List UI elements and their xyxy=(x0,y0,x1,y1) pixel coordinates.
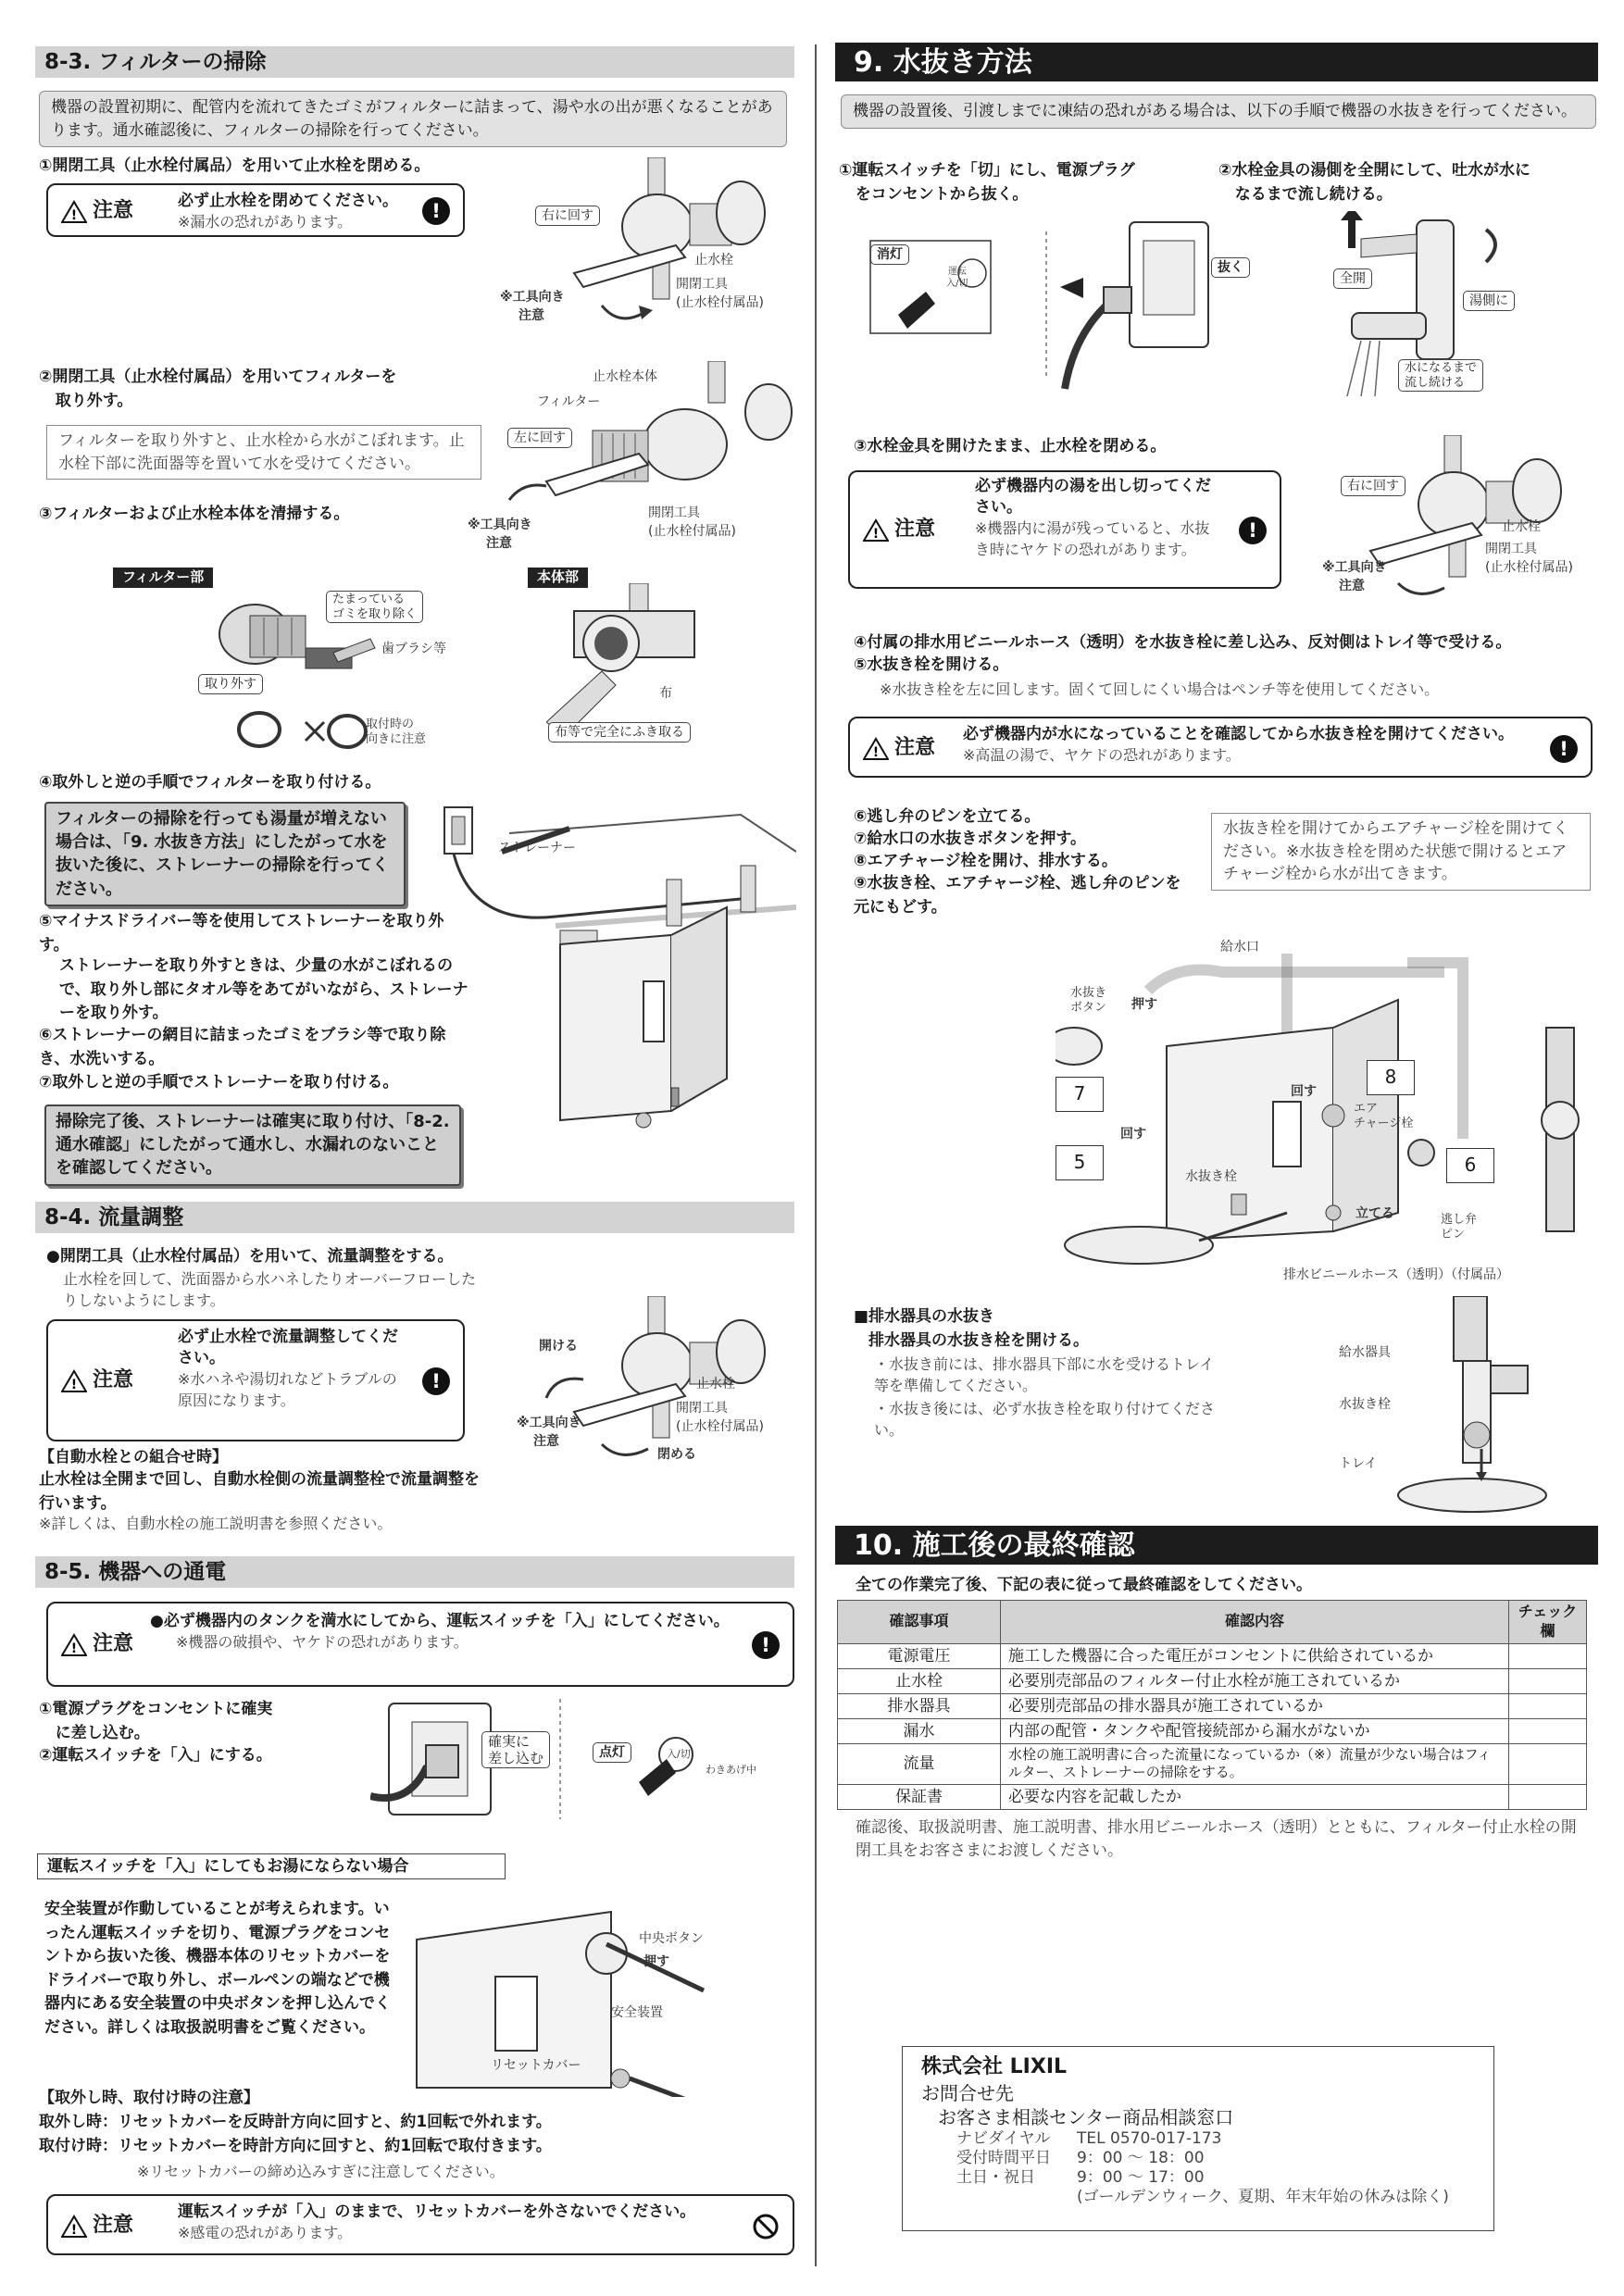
drain-step-8: ⑧エアチャージ栓を開け、排水する。 xyxy=(854,852,1118,870)
label-close: 閉める xyxy=(657,1447,696,1462)
caution-box-hot xyxy=(848,470,1281,589)
drain-procedure-figure xyxy=(1056,935,1602,1287)
label-tool-caution-3: 注意 xyxy=(533,1434,559,1449)
label-turn-left: 左に回す xyxy=(507,428,572,448)
caution-box-reset xyxy=(46,2194,794,2255)
contact-box xyxy=(902,2046,1494,2231)
label-center-button: 中央ボタン xyxy=(639,1931,704,1946)
caution-box-flow xyxy=(46,1319,465,1441)
no-hot-water-text: 安全装置が作動していることが考えられます。いったん運転スイッチを切り、電源プラグをコンセントから抜いた後、機器本体のリセットカバーをドライバーで取り外し、ボールペンの端などで機器内にある安全装置の中央ボタンを押し込んでください。詳しくは取扱説明書をご覧ください。 xyxy=(44,1900,391,2037)
warning-triangle-icon xyxy=(61,1369,87,1392)
table-row xyxy=(838,1718,1587,1743)
caution-label: ! 注意 xyxy=(61,2213,133,2240)
table-row xyxy=(838,1693,1587,1718)
label-turn-2: 回す xyxy=(1120,1127,1146,1142)
label-heating: わきあげ中 xyxy=(706,1764,756,1776)
exclamation-icon: ! xyxy=(422,197,450,225)
figure-number-6: 6 xyxy=(1446,1148,1494,1183)
check-cell[interactable] xyxy=(1509,1693,1587,1718)
caution-text: 運転スイッチが「入」のままで、リセットカバーを外さないでください。 xyxy=(178,2202,696,2221)
drain-fixture-step: 排水器具の水抜き栓を開ける。 xyxy=(868,1331,1089,1350)
step-8-3-7: ⑦取外しと逆の手順でストレーナーを取り付ける。 xyxy=(39,1073,399,1092)
auto-faucet-note: ※詳しくは、自動水栓の施工説明書を参照ください。 xyxy=(39,1515,393,1532)
label-tool-direction-3: ※工具向き xyxy=(517,1416,581,1430)
figure-number-7: 7 xyxy=(1056,1077,1104,1112)
label-insert-securely: 確実に 差し込む xyxy=(481,1731,550,1768)
label-supply-fixture: 給水器具 xyxy=(1339,1345,1391,1360)
label-air-charge: エア チャージ栓 xyxy=(1354,1102,1414,1130)
label-reset-cover: リセットカバー xyxy=(491,2058,581,2073)
label-take-out: 取り外す xyxy=(198,674,263,694)
drain-fixture-note-2: ・水抜き後には、必ず水抜き栓を取り付けてください。 xyxy=(874,1400,1216,1440)
table-row xyxy=(838,1784,1587,1809)
table-cell: 保証書 xyxy=(838,1784,1001,1809)
weekend-label: 土日・祝日 xyxy=(956,2168,1035,2188)
company-name: 株式会社 LIXIL xyxy=(921,2055,1068,2078)
cleaning-complete-box: 掃除完了後、ストレーナーは確実に取り付け、「8-2. 通水確認」にしたがって通水し、水漏れのないことを確認してください。 xyxy=(44,1104,461,1186)
drain-step-5: ⑤水抜き栓を開ける。 xyxy=(854,655,1009,674)
section-8-3-intro: 機器の設置初期に、配管内を流れてきたゴミがフィルターに詰まって、湯や水の出が悪くなることがあります。通水確認後に、フィルターの掃除を行ってください。 xyxy=(39,91,787,147)
reset-cover-figure xyxy=(398,1893,787,2097)
label-raise: 立てる xyxy=(1355,1206,1394,1221)
caution-label: ! 注意 xyxy=(61,1367,133,1394)
table-header-row xyxy=(838,1601,1587,1644)
caution-subtext: ※機器内に湯が残っていると、水抜き時にヤケドの恐れがあります。 xyxy=(975,518,1210,558)
stop-valve-figure-2 xyxy=(1315,435,1593,602)
check-cell[interactable] xyxy=(1509,1668,1587,1693)
caution-label: ! 注意 xyxy=(863,517,935,543)
label-tray: トレイ xyxy=(1339,1456,1378,1471)
power-step-1: ①電源プラグをコンセントに確実 に差し込む。 xyxy=(39,1700,273,1742)
caution-box-drain xyxy=(848,717,1593,778)
contact-heading: お問合せ先 xyxy=(921,2081,1014,2104)
drain-step-6: ⑥逃し弁のピンを立てる。 xyxy=(854,807,1041,826)
label-lit: 点灯 xyxy=(593,1742,631,1763)
caution-text: ●必ず機器内のタンクを満水にしてから、運転スイッチを「入」にしてください。 xyxy=(150,1612,730,1630)
reset-removal-heading: 【取外し時、取付け時の注意】 xyxy=(39,2089,259,2107)
auto-faucet-heading: 【自動水栓との組合せ時】 xyxy=(39,1448,228,1466)
table-row xyxy=(838,1743,1587,1784)
drain-step-4: ④付属の排水用ビニールホース（透明）を水抜き栓に差し込み、反対側はトレイ等で受ける。 xyxy=(854,633,1512,652)
table-cell: 必要別売部品の排水器具が施工されているか xyxy=(1001,1693,1509,1718)
step-8-3-6: ⑥ストレーナーの網目に詰まったゴミをブラシ等で取り除き、水洗いする。 xyxy=(39,1026,446,1068)
exclamation-icon: ! xyxy=(422,1367,450,1395)
exclamation-icon: ! xyxy=(1550,735,1578,763)
air-charge-note: 水抜き栓を開けてからエアチャージ栓を開けてください。※水抜き栓を閉めた状態で開けるとエアチャージ栓から水が出てきます。 xyxy=(1211,813,1591,891)
valve-body-cleaning-figure xyxy=(546,583,731,741)
label-press-2: 押す xyxy=(1131,997,1157,1012)
label-safety-device: 安全装置 xyxy=(611,2005,663,2020)
label-open: 開ける xyxy=(539,1339,578,1354)
caution-subtext: ※機器の破損や、ヤケドの恐れがあります。 xyxy=(176,1632,468,1651)
flow-adjust-step: ●開閉工具（止水栓付属品）を用いて、流量調整をする。 xyxy=(46,1247,454,1266)
table-cell: 必要な内容を記載したか xyxy=(1001,1784,1509,1809)
section-10-title: 10. 施工後の最終確認 xyxy=(835,1526,1598,1565)
drain-step-1: ①運転スイッチを「切」にし、電源プラグ をコンセントから抜く。 xyxy=(839,161,1135,204)
label-off: 消灯 xyxy=(870,244,909,265)
label-press: 押す xyxy=(643,1954,669,1969)
figure-number-8: 8 xyxy=(1367,1060,1415,1095)
table-cell: 止水栓 xyxy=(838,1668,1001,1693)
section-9-title: 9. 水抜き方法 xyxy=(835,43,1598,81)
caution-label: ! 注意 xyxy=(863,735,935,762)
caution-text: 必ず機器内が水になっていることを確認してから水抜き栓を開けてください。 xyxy=(963,725,1514,743)
drain-step-3: ③水栓金具を開けたまま、止水栓を閉める。 xyxy=(854,437,1167,455)
section-10-intro: 全ての作業完了後、下記の表に従って最終確認をしてください。 xyxy=(856,1576,1312,1594)
exclamation-icon: ! xyxy=(1239,517,1267,544)
label-tool-3: 開閉工具 xyxy=(676,1401,728,1416)
warning-triangle-icon xyxy=(61,1633,87,1656)
label-tool-direction-4: ※工具向き xyxy=(1322,560,1387,575)
label-toothbrush: 歯ブラシ等 xyxy=(381,642,446,656)
column-divider xyxy=(815,44,817,2266)
weekend-hours: 9：00 〜 17：00 xyxy=(1077,2168,1205,2188)
caution-box xyxy=(46,183,465,237)
prohibited-icon xyxy=(752,2213,780,2240)
drain-step-9: ⑨水抜き栓、エアチャージ栓、逃し弁のピンを元にもどす。 xyxy=(854,874,1181,917)
label-filter: フィルター xyxy=(537,394,601,409)
caution-label: ! 注意 xyxy=(61,198,133,225)
step-8-3-5: ⑤マイナスドライバー等を使用してストレーナーを取り外す。 xyxy=(39,912,444,955)
warning-triangle-icon xyxy=(61,2215,87,2238)
step-8-3-3: ③フィルターおよび止水栓本体を清掃する。 xyxy=(39,505,350,523)
holiday-note: (ゴールデンウィーク、夏期、年末年始の休みは除く) xyxy=(1077,2188,1449,2207)
caution-text: 必ず機器内の湯を出し切ってください。 xyxy=(975,477,1211,517)
check-cell[interactable] xyxy=(1509,1784,1587,1809)
column-header: 確認事項 xyxy=(838,1601,1001,1644)
label-tool-direction-2: ※工具向き xyxy=(468,518,532,532)
label-operation: 運転 xyxy=(948,267,967,277)
caution-subtext: ※感電の恐れがあります。 xyxy=(178,2223,353,2241)
contact-center: お客さま相談センター商品相談窓口 xyxy=(938,2105,1234,2128)
section-8-4-title: 8-4. 流量調整 xyxy=(35,1202,794,1233)
check-cell[interactable] xyxy=(1509,1718,1587,1743)
section-10-outro: 確認後、取扱説明書、施工説明書、排水用ビニールホース（透明）とともに、フィルター付止水栓の開閉工具をお客さまにお渡しください。 xyxy=(856,1818,1577,1860)
label-filter-part: フィルター部 xyxy=(113,568,213,588)
label-turn-1: 回す xyxy=(1291,1084,1317,1099)
drain-step-5-note: ※水抜き栓を左に回します。固くて回しにくい場合はペンチ等を使用してください。 xyxy=(880,680,1440,698)
drain-fixture-heading: ■排水器具の水抜き xyxy=(854,1307,995,1326)
drain-step-2: ②水栓金具の湯側を全開にして、吐水が水に なるまで流し続ける。 xyxy=(1218,161,1531,204)
table-cell: 電源電圧 xyxy=(838,1643,1001,1668)
label-remove-dirt: たまっている ゴミを取り除く xyxy=(326,591,423,623)
label-tool-accessory: (止水栓付属品) xyxy=(676,295,764,310)
label-drain-plug: 水抜き栓 xyxy=(1185,1169,1237,1184)
drain-step-7: ⑦給水口の水抜きボタンを押す。 xyxy=(854,830,1087,848)
label-switch: 入/切 xyxy=(667,1748,691,1760)
table-cell: 漏水 xyxy=(838,1718,1001,1743)
weekday-label: 受付時間平日 xyxy=(956,2148,1051,2167)
caution-text: 必ず止水栓で流量調整してください。 xyxy=(178,1328,398,1367)
label-tool-accessory-3: (止水栓付属品) xyxy=(676,1419,764,1434)
table-row xyxy=(838,1668,1587,1693)
check-cell[interactable] xyxy=(1509,1743,1587,1784)
label-turn-right: 右に回す xyxy=(535,206,600,226)
table-cell: 施工した機器に合った電圧がコンセントに供給されているか xyxy=(1001,1643,1509,1668)
table-cell: 水栓の施工説明書に合った流量になっているか（※）流量が少ない場合はフィルター、ストレーナーの掃除をする。 xyxy=(1001,1743,1509,1784)
filter-figure xyxy=(491,361,796,537)
caution-subtext: ※水ハネや湯切れなどトラブルの原因になります。 xyxy=(178,1369,397,1409)
label-water-inlet: 給水口 xyxy=(1220,940,1259,955)
step-8-3-2: ②開閉工具（止水栓付属品）を用いてフィルターを 取り外す。 xyxy=(39,368,397,410)
figure-number-5: 5 xyxy=(1056,1145,1104,1180)
label-tool-accessory-4: (止水栓付属品) xyxy=(1485,560,1573,575)
label-tool-direction: ※工具向き xyxy=(500,290,565,305)
svg-text:!: ! xyxy=(70,1377,78,1392)
label-tool-caution-2: 注意 xyxy=(486,536,512,551)
column-header: チェック欄 xyxy=(1509,1601,1587,1644)
svg-text:!: ! xyxy=(70,1641,78,1656)
label-drain-plug-2: 水抜き栓 xyxy=(1339,1397,1391,1412)
label-relief-valve-pin: 逃し弁 ピン xyxy=(1441,1213,1478,1242)
column-header: 確認内容 xyxy=(1001,1601,1509,1644)
label-valve-body: 止水栓本体 xyxy=(593,369,657,384)
label-stop-valve-2: 止水栓 xyxy=(1502,519,1541,534)
power-plug-figure xyxy=(370,1694,796,1824)
no-hot-water-heading: 運転スイッチを「入」にしてもお湯にならない場合 xyxy=(37,1853,506,1879)
svg-text:!: ! xyxy=(872,526,880,542)
exclamation-icon: ! xyxy=(752,1631,780,1659)
warning-triangle-icon xyxy=(61,200,87,223)
label-body-part: 本体部 xyxy=(528,568,588,588)
final-check-table xyxy=(837,1600,1587,1810)
section-8-5-title: 8-5. 機器への通電 xyxy=(35,1556,794,1588)
caution-box-power xyxy=(46,1602,794,1687)
auto-faucet-text: 止水栓は全開まで回し、自動水栓側の流量調整栓で流量調整を行います。 xyxy=(39,1470,480,1513)
table-cell: 排水器具 xyxy=(838,1693,1001,1718)
step-8-3-5-detail: ストレーナーを取り外すときは、少量の水がこぼれるので、取り外し部にタオル等をあてがいながら、ストレーナーを取り外す。 xyxy=(59,956,468,1022)
table-cell: 必要別売部品のフィルター付止水栓が施工されているか xyxy=(1001,1668,1509,1693)
section-8-3-title: 8-3. フィルターの掃除 xyxy=(35,46,794,78)
label-tool-accessory-2: (止水栓付属品) xyxy=(648,524,736,539)
label-switch-2: 入/切 xyxy=(946,279,968,289)
unplug-figure xyxy=(861,213,1213,398)
label-pull-out: 抜く xyxy=(1211,257,1250,278)
navi-dial-label: ナビダイヤル xyxy=(956,2128,1051,2148)
label-tool-4: 開閉工具 xyxy=(1485,542,1537,556)
label-tool-caution: 注意 xyxy=(518,308,544,323)
label-tool-caution-4: 注意 xyxy=(1339,579,1365,593)
table-cell: 流量 xyxy=(838,1743,1001,1784)
svg-text:!: ! xyxy=(872,744,880,760)
label-stop-valve-3: 止水栓 xyxy=(696,1377,735,1391)
reset-removal-1: 取外し時：リセットカバーを反時計方向に回すと、約1回転で外れます。 xyxy=(39,2113,552,2131)
label-stop-valve: 止水栓 xyxy=(694,253,733,268)
label-hot-side: 湯側に xyxy=(1463,291,1515,311)
caution-subtext: ※高温の湯で、ヤケドの恐れがあります。 xyxy=(963,745,1241,764)
label-wipe: 布等で完全にふき取る xyxy=(548,722,691,742)
label-install-direction: 取付時の 向きに注意 xyxy=(366,718,427,746)
table-row xyxy=(838,1643,1587,1668)
svg-text:!: ! xyxy=(70,2222,78,2238)
svg-text:!: ! xyxy=(70,207,78,223)
check-cell[interactable] xyxy=(1509,1643,1587,1668)
label-tool: 開閉工具 xyxy=(676,277,728,292)
flow-adjust-note: 止水栓を回して、洗面器から水ハネしたりオーバーフローしたりしないようにします。 xyxy=(63,1270,477,1310)
label-tool-2: 開閉工具 xyxy=(648,505,700,520)
warning-triangle-icon xyxy=(863,737,889,760)
power-step-2: ②運転スイッチを「入」にする。 xyxy=(39,1746,272,1765)
water-heater-strainer-figure xyxy=(435,796,796,1157)
step-8-3-1: ①開閉工具（止水栓付属品）を用いて止水栓を閉める。 xyxy=(39,156,431,175)
section-9-intro: 機器の設置後、引渡しまでに凍結の恐れがある場合は、以下の手順で機器の水抜きを行ってください。 xyxy=(841,94,1596,129)
filter-removal-note: フィルターを取り外すと、止水栓から水がこぼれます。止水栓下部に洗面器等を置いて水を受けてください。 xyxy=(46,425,481,480)
phone-number[interactable]: TEL 0570-017-173 xyxy=(1077,2128,1222,2148)
caution-text: 必ず止水栓を閉めてください。 xyxy=(178,192,398,210)
label-turn-right-2: 右に回す xyxy=(1341,476,1405,496)
step-8-3-4: ④取外しと逆の手順でフィルターを取り付ける。 xyxy=(39,773,381,792)
reset-removal-note: ※リセットカバーの締め込みすぎに注意してください。 xyxy=(137,2163,505,2180)
label-full-open: 全開 xyxy=(1333,268,1372,289)
label-until-water: 水になるまで 流し続ける xyxy=(1398,359,1483,392)
warning-triangle-icon xyxy=(863,518,889,542)
label-drain-hose: 排水ビニールホース（透明）（付属品） xyxy=(1283,1267,1510,1282)
label-cloth: 布 xyxy=(659,686,672,701)
reset-removal-2: 取付け時：リセットカバーを時計方向に回すと、約1回転で取付きます。 xyxy=(39,2137,552,2155)
drain-fixture-note-1: ・水抜き前には、排水器具下部に水を受けるトレイ等を準備してください。 xyxy=(874,1355,1215,1395)
caution-label: ! 注意 xyxy=(61,1631,133,1658)
label-drain-button: 水抜き ボタン xyxy=(1070,986,1107,1015)
weekday-hours: 9：00 〜 18：00 xyxy=(1077,2148,1205,2167)
table-cell: 内部の配管・タンクや配管接続部から漏水がないか xyxy=(1001,1718,1509,1743)
label-strainer: ストレーナー xyxy=(498,841,576,855)
strainer-note-box: フィルターの掃除を行っても湯量が増えない場合は、「9. 水抜き方法」にしたがって水を抜いた後に、ストレーナーの掃除を行ってください。 xyxy=(44,802,406,906)
caution-subtext: ※漏水の恐れがあります。 xyxy=(178,212,353,231)
